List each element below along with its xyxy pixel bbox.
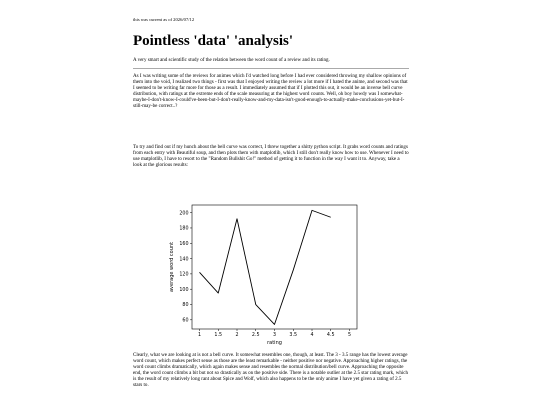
y-tick-label: 140 [179,257,189,263]
y-tick-label: 60 [182,318,189,324]
y-tick-label: 80 [182,303,189,309]
y-tick-label: 120 [179,272,189,278]
x-tick-label: 5 [347,333,352,338]
y-tick-label: 200 [179,211,189,217]
paragraph-results: Clearly, what we are looking at is not a bell curve. It somewhat resembles one, though, at least. The 3 - 3.5 range has the lowest average word count, which makes perfect sense as those are the least remarkable - neither positive nor negative. Approaching higher ratings, the word count climbs dramatically, which again makes sense and resembles the normal distribution/bell curve. Approaching the opposite end, the word count climbs a bit but not so drastically as on the positive side. There is a notable outlier at the 2.5 star rating mark, which is the result of my relatively long rant about Spice and Wolf, which also happens to be the only anime I have yet given a rating of 2.5 stars to. [133,352,409,389]
paragraph-method: To try and find out if my hunch about the bell curve was correct, I threw together a shitty python script. It grabs word counts and ratings from each entry with Beautiful soup, and then plots them with matplotlib, which I still don't really know how to use. Whenever I need to use matplotlib, I have to resort to the "Random Bullshit Go!" method of getting it to function in the way I want it to. Anyway, take a look at the glorious results: [133,144,409,169]
y-tick-label: 160 [179,241,189,247]
x-tick-label: 3 [272,333,277,338]
x-tick-label: 1.5 [214,333,223,338]
x-tick-label: 3.5 [289,333,298,338]
paragraph-intro: As I was writing some of the reviews for animes which I'd watched long before I had ever considered throwing my shallow opinions of them into the void, I realized two things - first was that I enjoyed writing the review a lot more if I hated the anime, and second was that I seemed to be writing far more for those as a result. I immediately assumed that if I plotted this out, it would be an inverse bell curve distribution, with ratings at the extreme ends of the scale measuring at the highest word counts. Well, oh boy howdy was I somewhat-maybe-I-don't-know-I-could've-been-but-I-don't-really-know-and-my-data-isn't-good-enough-to-actually-make-conclusions-yet-but-I-still-may-be correct..? [133,73,408,110]
divider [133,68,409,69]
page-subtitle: A very smart and scientific study of the relation between the word count of a review and its rating. [133,58,330,63]
plot-frame [192,205,357,329]
x-tick-label: 4.5 [326,333,335,338]
last-updated-note: this was current as of 2026/07/12 [133,17,195,22]
y-tick-label: 180 [179,226,189,232]
word-count-chart [162,201,362,349]
y-axis-label: average word count [169,241,175,293]
y-tick-label: 100 [179,287,189,293]
x-tick-label: 2.5 [251,333,260,338]
x-tick-label: 4 [310,333,314,338]
series-line [200,210,331,324]
chart-svg [162,201,362,349]
x-tick-label: 2 [235,333,239,338]
x-axis-label: rating [267,340,282,346]
page-title: Pointless 'data' 'analysis' [133,33,294,49]
x-tick-label: 1 [197,333,202,338]
